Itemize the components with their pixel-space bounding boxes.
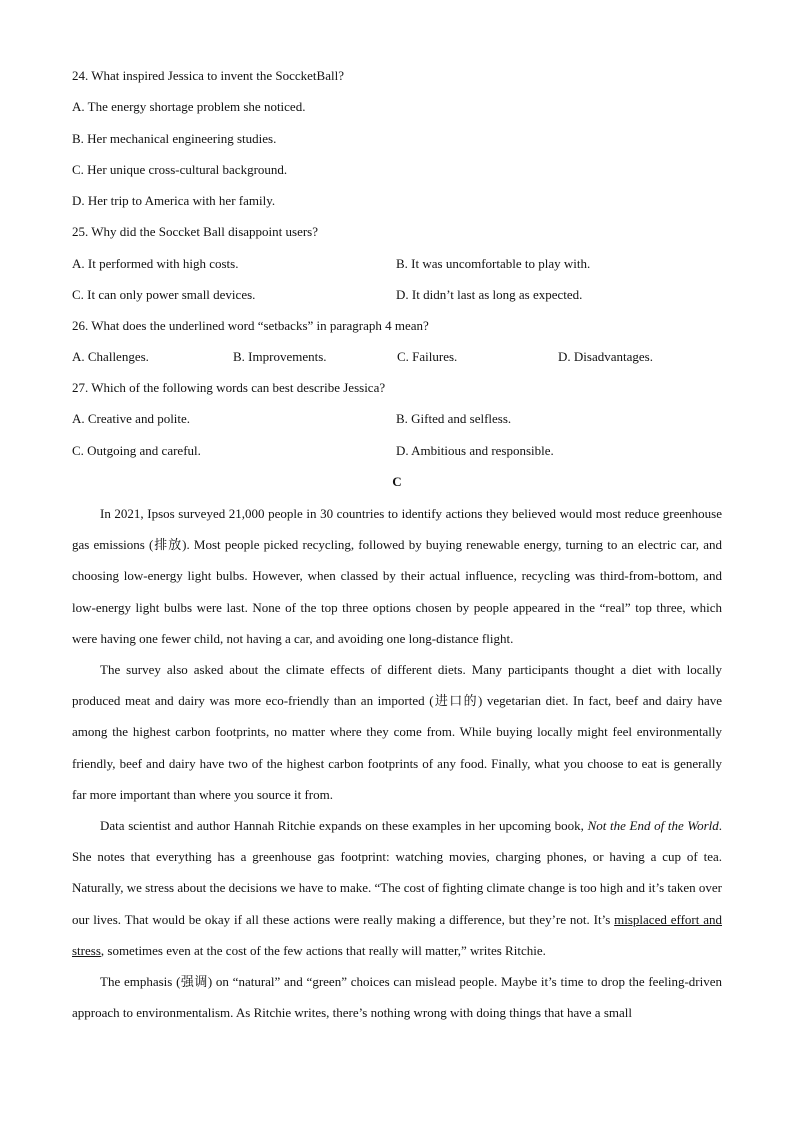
- question-26-option-a: A. Challenges.: [72, 349, 149, 364]
- question-26-option-d: D. Disadvantages.: [558, 349, 653, 364]
- paragraph-3-text-middle: . She notes that everything has a greenhouse gas footprint: watching movies, charging phones, or having a cup of tea. Naturally, we stress about the decisions we have to make. “The cost of fighting climate change is too high and it’s taken over our lives. That would be okay if all these actions were really making a difference, but they’re not. It’s: [72, 818, 722, 927]
- passage-paragraph-1: In 2021, Ipsos surveyed 21,000 people in 30 countries to identify actions they believed would most reduce greenhouse gas emissions (排放). Most people picked recycling, followed by buying renewable energy, turning to an electric car, and choosing low-energy light bulbs. However, when classed by their actual influence, recycling was third-from-bottom, and low-energy light bulbs were last. None of the top three options chosen by people appeared in the “real” top three, which were having one fewer child, not having a car, and avoiding one long-distance flight.: [72, 506, 722, 646]
- passage-paragraph-2: The survey also asked about the climate effects of different diets. Many participants thought a diet with locally produced meat and dairy was more eco-friendly than an imported (进口的) vegetarian diet. In fact, beef and dairy have among the highest carbon footprints, no matter where they come from. While buying locally might feel environmentally friendly, beef and dairy have two of the highest carbon footprints of any food. Finally, what you choose to eat is generally far more important than where you source it from.: [72, 662, 722, 802]
- question-24-option-b: B. Her mechanical engineering studies.: [72, 131, 277, 146]
- question-27-option-a: A. Creative and polite.: [72, 411, 191, 426]
- question-24-option-d: D. Her trip to America with her family.: [72, 193, 276, 208]
- question-27-option-c: C. Outgoing and careful.: [72, 443, 201, 458]
- question-24-stem: 24. What inspired Jessica to invent the SoccketBall?: [72, 68, 344, 83]
- question-25-option-b: B. It was uncomfortable to play with.: [396, 256, 591, 271]
- question-26-option-b: B. Improvements.: [233, 349, 327, 364]
- passage-paragraph-4: The emphasis (强调) on “natural” and “green” choices can mislead people. Maybe it’s time to drop the feeling-driven approach to environmentalism. As Ritchie writes, there’s nothing wrong with doing things that have a small: [72, 974, 722, 1021]
- underlined-phrase: misplaced effort and stress: [72, 911, 723, 958]
- question-27-option-b: B. Gifted and selfless.: [396, 411, 512, 426]
- question-25-option-d: D. It didn’t last as long as expected.: [396, 287, 583, 302]
- question-27-stem: 27. Which of the following words can best describe Jessica?: [72, 380, 386, 395]
- question-26-option-c: C. Failures.: [397, 349, 458, 364]
- question-26-stem: 26. What does the underlined word “setbacks” in paragraph 4 mean?: [72, 318, 429, 333]
- question-25-option-c: C. It can only power small devices.: [72, 287, 256, 302]
- question-24-option-c: C. Her unique cross-cultural background.: [72, 162, 288, 177]
- passage-paragraph-3: [72, 810, 722, 966]
- question-25-stem: 25. Why did the Soccket Ball disappoint users?: [72, 224, 318, 239]
- book-title: Not the End of the World: [587, 818, 719, 833]
- paragraph-3-text-end: , sometimes even at the cost of the few actions that really will matter,” writes Ritchie.: [100, 942, 546, 958]
- question-24-option-a: A. The energy shortage problem she noticed.: [72, 99, 306, 114]
- question-25-option-a: A. It performed with high costs.: [72, 256, 239, 271]
- question-27-option-d: D. Ambitious and responsible.: [396, 443, 554, 458]
- paragraph-3-text-start: Data scientist and author Hannah Ritchie expands on these examples in her upcoming book,: [100, 818, 588, 833]
- section-title: C: [392, 474, 402, 489]
